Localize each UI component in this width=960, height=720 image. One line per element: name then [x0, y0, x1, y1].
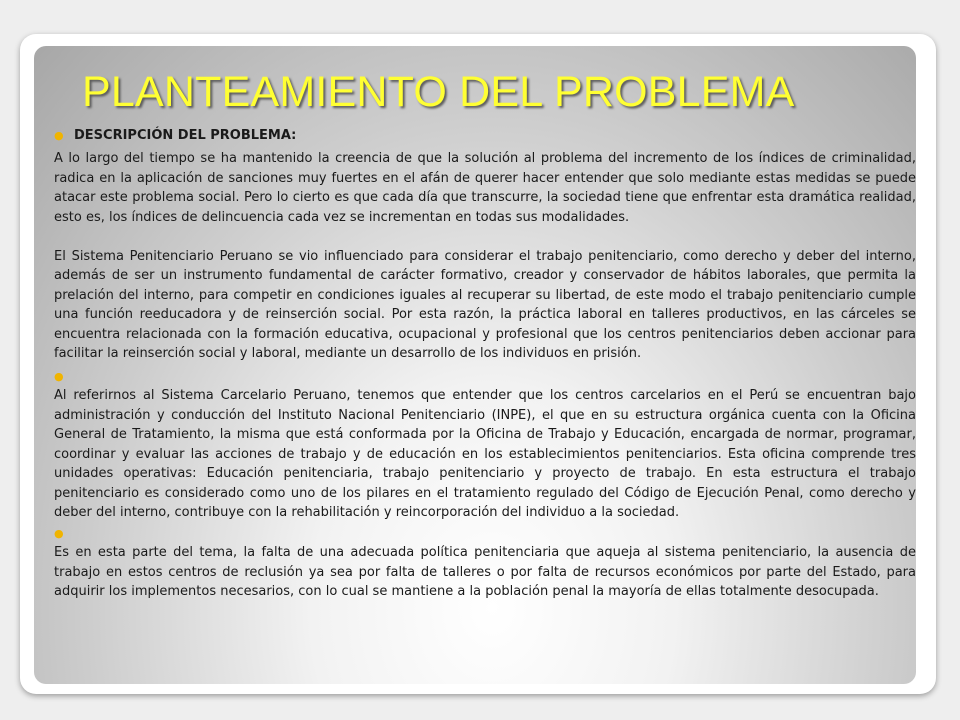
bullet-dot-icon: ● [54, 527, 64, 541]
paragraph-4: Es en esta parte del tema, la falta de una adecuada política penitenciaria que aqueja al sistema penitenciario, la ausencia de trabajo en estos centros de reclusión ya sea por falta de talleres o por falta de recursos económicos por parte del Estado, para adquirir los implementos necesarios, con lo cual se mantiene a la población penal la mayoría de ellas totalmente desocupada. [54, 545, 916, 600]
slide-title: PLANTEAMIENTO DEL PROBLEMA [82, 68, 795, 116]
empty-bullet-row [54, 524, 916, 543]
paragraph-2: El Sistema Penitenciario Peruano se vio influenciado para considerar el trabajo penitenciario, como derecho y deber del interno, además de ser un instrumento fundamental de carácter formativo, creador y conservador de hábitos laborales, que permita la prelación del interno, para competir en condiciones iguales al recuperar su libertad, de este modo el trabajo penitenciario cumple una función reeducadora y de reinserción social. Por esta razón, la práctica laboral en talleres productivos, en las cárceles se encuentra relacionada con la formación educativa, ocupacional y profesional que los centros penitenciarios deben accionar para facilitar la reinserción social y laboral, mediante un desarrollo de los individuos en prisión. [54, 249, 916, 362]
section-heading: DESCRIPCIÓN DEL PROBLEMA: [74, 128, 297, 143]
paragraph-1: A lo largo del tiempo se ha mantenido la creencia de que la solución al problema del incremento de los índices de criminalidad, radica en la aplicación de sanciones muy fuertes en el afán de querer hacer entender que solo mediante estas medidas se puede atacar este problema social. Pero lo cierto es que cada día que transcurre, la sociedad tiene que enfrentar esta dramática realidad, esto es, los índices de delincuencia cada vez se incrementan en todas sus modalidades. [54, 151, 916, 225]
heading-bullet-row [54, 126, 916, 145]
paragraph-3: Al referirnos al Sistema Carcelario Peruano, tenemos que entender que los centros carcelarios en el Perú se encuentran bajo administración y conducción del Instituto Nacional Penitenciario (INPE), el que en su estructura orgánica cuenta con la Oficina General de Tratamiento, la misma que está conformada por la Oficina de Trabajo y Educación, encargada de normar, programar, coordinar y evaluar las acciones de trabajo y de educación en los establecimientos penitenciarios. Esta oficina comprende tres unidades operativas: Educación penitenciaria, trabajo penitenciario y proyecto de trabajo. En esta estructura el trabajo penitenciario es considerado como uno de los pilares en el tratamiento regulado del Código de Ejecución Penal, como derecho y deber del interno, contribuye con la rehabilitación y reincorporación del individuo a la sociedad. [54, 388, 916, 520]
slide [34, 46, 916, 684]
bullet-dot-icon: ● [54, 129, 64, 142]
bullet-dot-icon: ● [54, 370, 64, 384]
slide-body [54, 126, 916, 602]
empty-bullet-row [54, 367, 916, 386]
